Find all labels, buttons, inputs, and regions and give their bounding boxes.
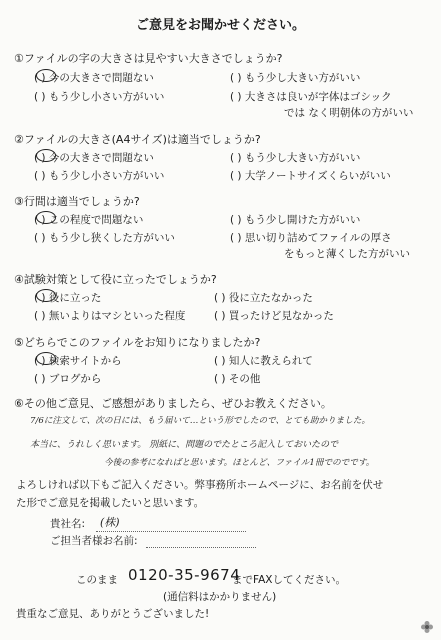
q5-option-1[interactable]: ( ) 検索サイトから [34, 355, 122, 367]
q1-option-4-cont: では なく明朝体の方がいい [284, 107, 414, 119]
contact-underline [146, 547, 256, 548]
q5-option-2[interactable]: ( ) 知人に教えられて [214, 355, 313, 367]
q3-option-3[interactable]: ( ) もう少し狭くした方がいい [34, 232, 175, 244]
fax-prefix: このまま [76, 574, 118, 586]
q1-option-4[interactable]: ( ) 大きさは良いが字体はゴシック [230, 91, 392, 103]
question-3: ③行間は適当でしょうか? [14, 195, 140, 208]
q4-option-3[interactable]: ( ) 無いよりはマシといった程度 [34, 310, 186, 322]
handwritten-comment-line-2: 本当に、うれしく思います。 別紙に、問題のでたところ記入しておいたので [30, 440, 339, 450]
question-1: ①ファイルの字の大きさは見やすい大きさでしょうか? [14, 52, 283, 65]
q2-option-4[interactable]: ( ) 大学ノートサイズくらいがいい [230, 170, 391, 182]
q5-option-3[interactable]: ( ) ブログから [34, 373, 102, 385]
q4-option-2[interactable]: ( ) 役に立たなかった [214, 292, 313, 304]
q3-option-4-cont: をもっと薄くした方がいい [284, 248, 410, 260]
answer-circle-mark [36, 69, 56, 82]
question-5: ⑤どちらでこのファイルをお知りになりましたか? [14, 336, 261, 349]
q2-option-1[interactable]: ( ) 今の大きさで問題ない [34, 152, 154, 164]
q1-option-2[interactable]: ( ) もう少し大きい方がいい [230, 72, 361, 84]
q4-option-4[interactable]: ( ) 買ったけど見なかった [214, 310, 334, 322]
answer-circle-mark [36, 211, 56, 224]
notice-line-1: よろしければ以下もご記入ください。弊事務所ホームページに、お名前を伏せ [16, 479, 384, 491]
q1-option-1[interactable]: ( ) 今の大きさで問題ない [34, 72, 154, 84]
question-4: ④試験対策として役に立ったでしょうか? [14, 273, 217, 286]
handwritten-comment-line-3: 今後の参考になればと思います。ほとんど、ファイル1冊でのでです。 [104, 458, 375, 468]
fax-number: 0120-35-9674 [128, 566, 241, 584]
q2-option-3[interactable]: ( ) もう少し小さい方がいい [34, 170, 165, 182]
q3-option-1[interactable]: ( ) この程度で問題ない [34, 214, 144, 226]
answer-circle-mark [36, 352, 56, 365]
q1-option-3[interactable]: ( ) もう少し小さい方がいい [34, 91, 165, 103]
page-title: ご意見をお聞かせください。 [135, 18, 305, 33]
question-2: ②ファイルの大きさ(A4サイズ)は適当でしょうか? [14, 133, 261, 146]
handwritten-comment-line-1: 7/6に注文して、次の日には、もう届いて…という形でしたので、とても助かりました。 [30, 416, 371, 426]
closing-message: 貴重なご意見、ありがとうございました! [16, 608, 210, 620]
q5-option-4[interactable]: ( ) その他 [214, 373, 261, 385]
q4-option-1[interactable]: ( ) 役に立った [34, 292, 102, 304]
contact-label: ご担当者様お名前: [50, 535, 138, 547]
company-value[interactable]: (株) [100, 516, 120, 529]
flower-icon [420, 620, 434, 634]
company-label: 貴社名: [50, 518, 86, 530]
answer-circle-mark [36, 289, 56, 302]
fax-suffix: までFAXしてください。 [232, 574, 346, 586]
q2-option-2[interactable]: ( ) もう少し大きい方がいい [230, 152, 361, 164]
q3-option-4[interactable]: ( ) 思い切り詰めてファイルの厚さ [230, 232, 392, 244]
question-6: ⑥その他ご意見、ご感想がありましたら、ぜひお教えください。 [14, 397, 332, 410]
q3-option-2[interactable]: ( ) もう少し開けた方がいい [230, 214, 361, 226]
fax-note: (通信料はかかりません) [163, 591, 277, 603]
answer-circle-mark [36, 149, 56, 162]
notice-line-2: た形でご意見を掲載したいと思います。 [16, 497, 205, 509]
company-underline [96, 531, 246, 532]
